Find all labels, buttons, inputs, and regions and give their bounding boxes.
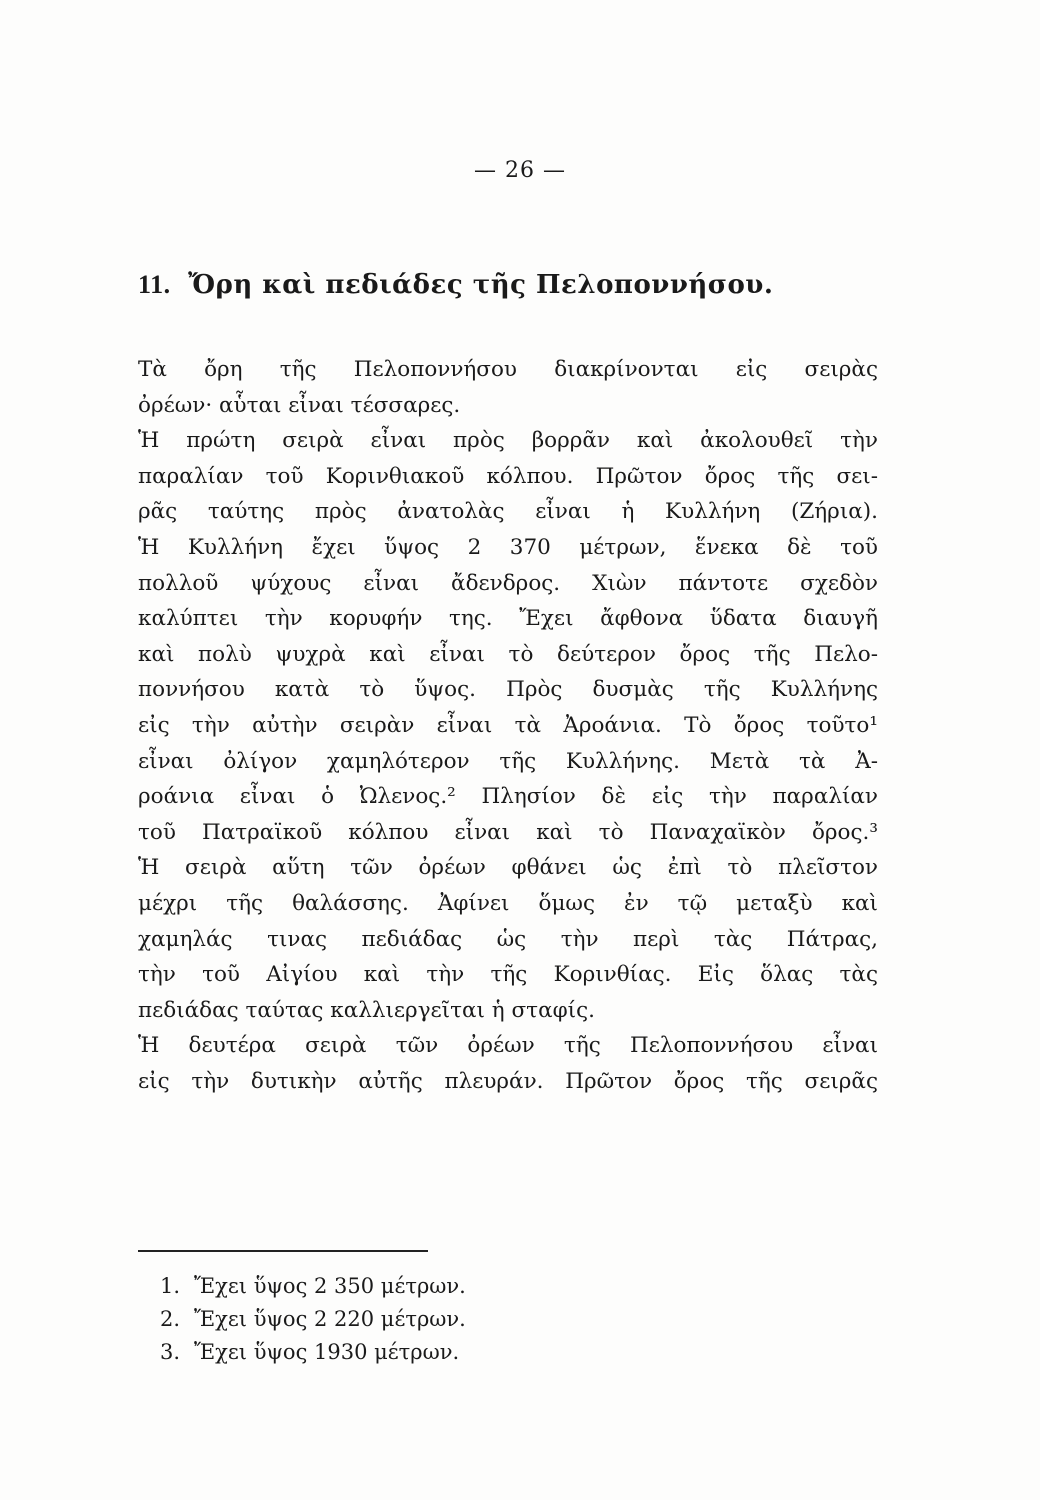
text-line: Ἡ Κυλλήνη ἔχει ὕψος 2 370 μέτρων, ἕνεκα δὲ τοῦ <box>138 534 878 560</box>
footnote-divider <box>138 1250 428 1252</box>
text-line: καλύπτει τὴν κορυφήν της. Ἔχει ἄφθονα ὕδατα διαυγῆ <box>138 606 878 632</box>
footnote <box>160 1270 760 1303</box>
text-line: ποννήσου κατὰ τὸ ὕψος. Πρὸς δυσμὰς τῆς Κυλλήνης <box>138 677 878 703</box>
text-line: χαμηλάς τινας πεδιάδας ὡς τὴν περὶ τὰς Πάτρας, <box>138 926 878 952</box>
text-line: Ἡ πρώτη σειρὰ εἶναι πρὸς βορρᾶν καὶ ἀκολουθεῖ τὴν <box>138 428 878 454</box>
text-line: εἰς τὴν δυτικὴν αὐτῆς πλευράν. Πρῶτον ὄρος τῆς σειρᾶς <box>138 1068 878 1094</box>
footnote-text: Ἔχει ὕψος 1930 μέτρων. <box>194 1340 460 1364</box>
text-line: Ἡ δευτέρα σειρὰ τῶν ὀρέων τῆς Πελοποννήσου εἶναι <box>138 1033 878 1059</box>
text-line: πεδιάδας ταύτας καλλιεργεῖται ἡ σταφίς. <box>138 997 595 1023</box>
text-line: ὀρέων· αὗται εἶναι τέσσαρες. <box>138 392 461 418</box>
footnote-number: 1. <box>160 1274 181 1298</box>
text-line: ρᾶς ταύτης πρὸς ἀνατολὰς εἶναι ἡ Κυλλήνη (Ζήρια). <box>138 499 878 525</box>
section-title: Ὄρη καὶ πεδιάδες τῆς Πελοποννήσου. <box>188 270 774 300</box>
text-line: τὴν τοῦ Αἰγίου καὶ τὴν τῆς Κορινθίας. Εἰς ὅλας τὰς <box>138 962 878 988</box>
footnote-text: Ἔχει ὕψος 2 220 μέτρων. <box>194 1307 466 1331</box>
footnote <box>160 1336 760 1369</box>
text-line: ροάνια εἶναι ὁ Ὠλενος.² Πλησίον δὲ εἰς τὴν παραλίαν <box>138 784 878 810</box>
text-line: Τὰ ὄρη τῆς Πελοποννήσου διακρίνονται εἰς σειρὰς <box>138 357 878 382</box>
text-line: πολλοῦ ψύχους εἶναι ἄδενδρος. Χιὼν πάντοτε σχεδὸν <box>138 570 878 596</box>
footnote <box>160 1303 760 1336</box>
text-line: εἶναι ὀλίγον χαμηλότερον τῆς Κυλλήνης. Μετὰ τὰ Ἀ- <box>138 748 878 774</box>
footnote-number: 3. <box>160 1340 181 1364</box>
text-line: εἰς τὴν αὐτὴν σειρὰν εἶναι τὰ Ἀροάνια. Τὸ ὄρος τοῦτο¹ <box>138 712 878 738</box>
section-heading <box>138 270 898 300</box>
text-line: Ἡ σειρὰ αὕτη τῶν ὀρέων φθάνει ὡς ἐπὶ τὸ πλεῖστον <box>138 855 878 881</box>
footnote-number: 2. <box>160 1307 181 1331</box>
page-number: — 26 — <box>474 158 566 183</box>
footnote-text: Ἔχει ὕψος 2 350 μέτρων. <box>194 1274 466 1298</box>
section-number: 11. <box>138 270 171 299</box>
body-text <box>138 352 878 1099</box>
text-line: καὶ πολὺ ψυχρὰ καὶ εἶναι τὸ δεύτερον ὄρος τῆς Πελο- <box>138 641 878 667</box>
text-line: μέχρι τῆς θαλάσσης. Ἀφίνει ὅμως ἐν τῷ μεταξὺ καὶ <box>138 890 878 916</box>
text-line: παραλίαν τοῦ Κορινθιακοῦ κόλπου. Πρῶτον ὄρος τῆς σει- <box>138 463 878 489</box>
text-line: τοῦ Πατραϊκοῦ κόλπου εἶναι καὶ τὸ Παναχαϊκὸν ὄρος.³ <box>138 819 878 845</box>
footnotes <box>160 1270 760 1369</box>
